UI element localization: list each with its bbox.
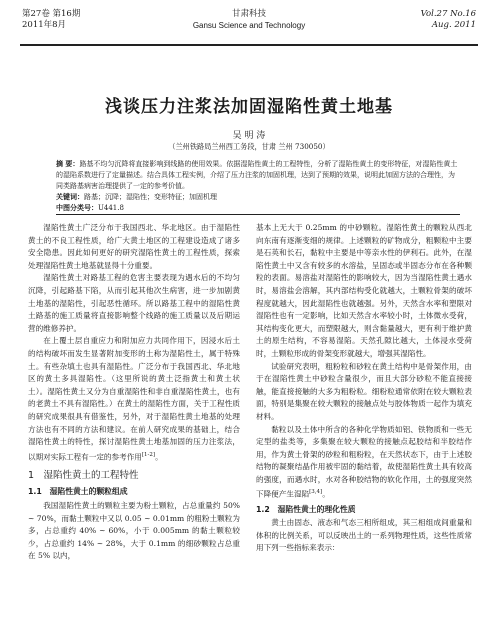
right-column <box>256 222 472 555</box>
left-column <box>28 222 240 563</box>
section-heading: 1 湿陷性黄土的工程特性 <box>28 469 139 481</box>
subsection-heading: 1.1 湿陷性黄土的颗粒组成 <box>28 487 128 497</box>
header-center <box>22 9 476 31</box>
abstract-label: 摘 要： <box>56 160 80 168</box>
header-right <box>421 9 476 31</box>
keywords <box>56 192 460 203</box>
volume-en: Vol.27 No.16 <box>420 9 476 19</box>
page-header <box>22 7 476 43</box>
clc <box>56 203 460 214</box>
subsection-heading: 1.2 湿陷性黄土的理化性质 <box>256 504 356 514</box>
affiliation: （兰州铁路局兰州西工务段，甘肃 兰州 730050） <box>168 142 330 151</box>
keywords-text: 路基；沉降；湿陷性；变形特征；加固机理 <box>84 193 217 201</box>
paragraph-text: 黏粒以及土体中所含的各种化学物质如铝、铁物质和一些无定型的盐类等，多集聚在较大颗粒的接触点起胶结和半胶结作用，作为黄土骨架的砂粒和粗粉粒，在天然状态下，由于上述胶结物的凝聚结晶作用被牢固的黏结着，故使湿陷性黄土具有较高的强度，而遇水时，水对各种胶结物的软化作用，土的强度突然下降便产生湿陷 <box>256 424 472 499</box>
date-en: Aug. 2011 <box>431 20 476 30</box>
author: 吴 明 涛 <box>232 131 266 141</box>
issue-cn: 第27卷 第16期 <box>22 9 81 19</box>
article-title: 浅谈压力注浆法加固湿陷性黄土地基 <box>105 97 393 117</box>
date-cn: 2011年8月 <box>22 20 67 30</box>
paragraph-end: 。 <box>322 490 330 499</box>
keywords-label: 关键词： <box>56 193 84 201</box>
header-rule <box>20 44 478 46</box>
paragraph: 基本上无大于 0.25mm 的中砂颗粒。湿陷性黄土的颗粒从西北向东南有逐渐变细的规律。上述颗粒的矿物成分，粗颗粒中主要是石英和长石，黏粒中主要是中等亲水性的伊利石。此外，在湿陷性黄土中又含有较多的水溶盐，呈固态或半固态分布在各种颗粒的表面。易溶盐对湿陷性的影响较大，因为当湿陷性黄土遇水时，易溶盐会溶解，其内部结构受化就越大，土颗粒骨架的破坏程度就越大，因此湿陷性也就越强。另外，天然含水率和塑限对湿陷性也有一定影响，比如天然含水率较小时，土体微水受荷，其结构变化更大，而塑限越大，则含黏量越大，更有利于维护黄土的原生结构，不容易湿陷。天然孔隙比越大，土体浸水受荷时，土颗粒形成的骨架变形就越大，增强其湿陷性。 <box>256 223 472 358</box>
abstract-rule <box>56 214 460 215</box>
paragraph <box>28 335 240 463</box>
paragraph: 湿陷性黄土广泛分布于我国西北、华北地区。由于湿陷性黄土的不良工程性质，给广大黄土地区的工程建设造成了诸多安全隐患。因此如何更好的研究湿陷性黄土的工程性质，探索处理湿陷性黄土地基就显得十分重要。 <box>28 223 240 270</box>
citation: [1-2] <box>141 451 156 458</box>
paragraph-text: 在上覆土层自重应力和附加应力共同作用下，因浸水后土的结构破坏而发生显著附加变形的土称为湿陷性土，属于特殊土。有些杂填土也具有湿陷性。广泛分布于我国西北、华北地区的黄土多具湿陷性。（这里所说的黄土泛指黄土和黄土状土）。湿陷性黄土又分为自重湿陷性和非自重湿陷性黄土，也有的老黄土不具有湿陷性。）在黄土的湿陷性方面，关于工程性质的研究成果很具有借鉴性，另外，对于湿陷性黄土地基的处理方法也有不同的方法和建议。在前人研究成果的基础上，结合湿陷性黄土的特性，探讨湿陷性黄土地基加固的压力注浆法，以期对实际工程有一定的参考作用 <box>28 336 240 462</box>
paragraph <box>256 424 472 502</box>
paragraph-end: 。 <box>155 452 163 462</box>
paragraph: 我国湿陷性黄土的颗粒主要为粉土颗粒，占总重量约 50% ~ 70%，而黏土颗粒中又以 0.05 ~ 0.01mm 的粗粉土颗粒为多，占总重约 40% ~ 60%，小于 0.005mm 的黏土颗粒较少，占总重约 14% ~ 28%，大于 0.1mm 的细砂颗粒占总重在 5% 以内， <box>28 501 240 561</box>
abstract-block <box>56 159 460 214</box>
clc-text: U441.8 <box>98 204 124 212</box>
journal-en: Gansu Science and Technology <box>192 21 306 30</box>
abstract <box>56 159 460 192</box>
clc-label: 中图分类号： <box>56 204 98 212</box>
paragraph: 湿陷性黄土对路基工程的危害主要表现为遇水后的不均匀沉降，引起路基下陷，从而引起其他次生病害，进一步加剧黄土地基的湿陷性，引起恶性循环。所以路基工程中的湿陷性黄土路基的施工质量将直接影响整个线路的施工质量以及后期运营的维修养护。 <box>28 273 240 333</box>
paragraph: 试验研究表明，粗粉粒和砂粒在黄土结构中是骨架作用，由于在湿陷性黄土中砂粒含量很少，而且大部分砂粒不能直接接触，能直接接触的大多为粗粉粒。细粉粒通常依附在较大颗粒表面，特别是集聚在较大颗粒的接触点处与胶体物质一起作为填充材料。 <box>256 361 472 421</box>
abstract-text: 路基不均匀沉降将直接影响到线路的使用效果。依据湿陷性黄土的工程特性，分析了湿陷性黄土的变形特征，对湿陷性黄土的湿陷系数进行了定量描述。结合具体工程实例，介绍了压力注浆的加固机理，达到了预期的效果，说明此加固方法的合理性，为同类路基病害治理提供了一定的参考价值。 <box>56 160 458 190</box>
journal-cn: 甘肃科技 <box>231 9 266 19</box>
paragraph: 黄土由固态、液态和气态三相所组成，其三相组成间重量和体积的比例关系，可以反映出土的一系列物理性质，这些性质常用下列一些指标来表示： <box>256 518 472 553</box>
citation: [3,4] <box>309 489 323 496</box>
